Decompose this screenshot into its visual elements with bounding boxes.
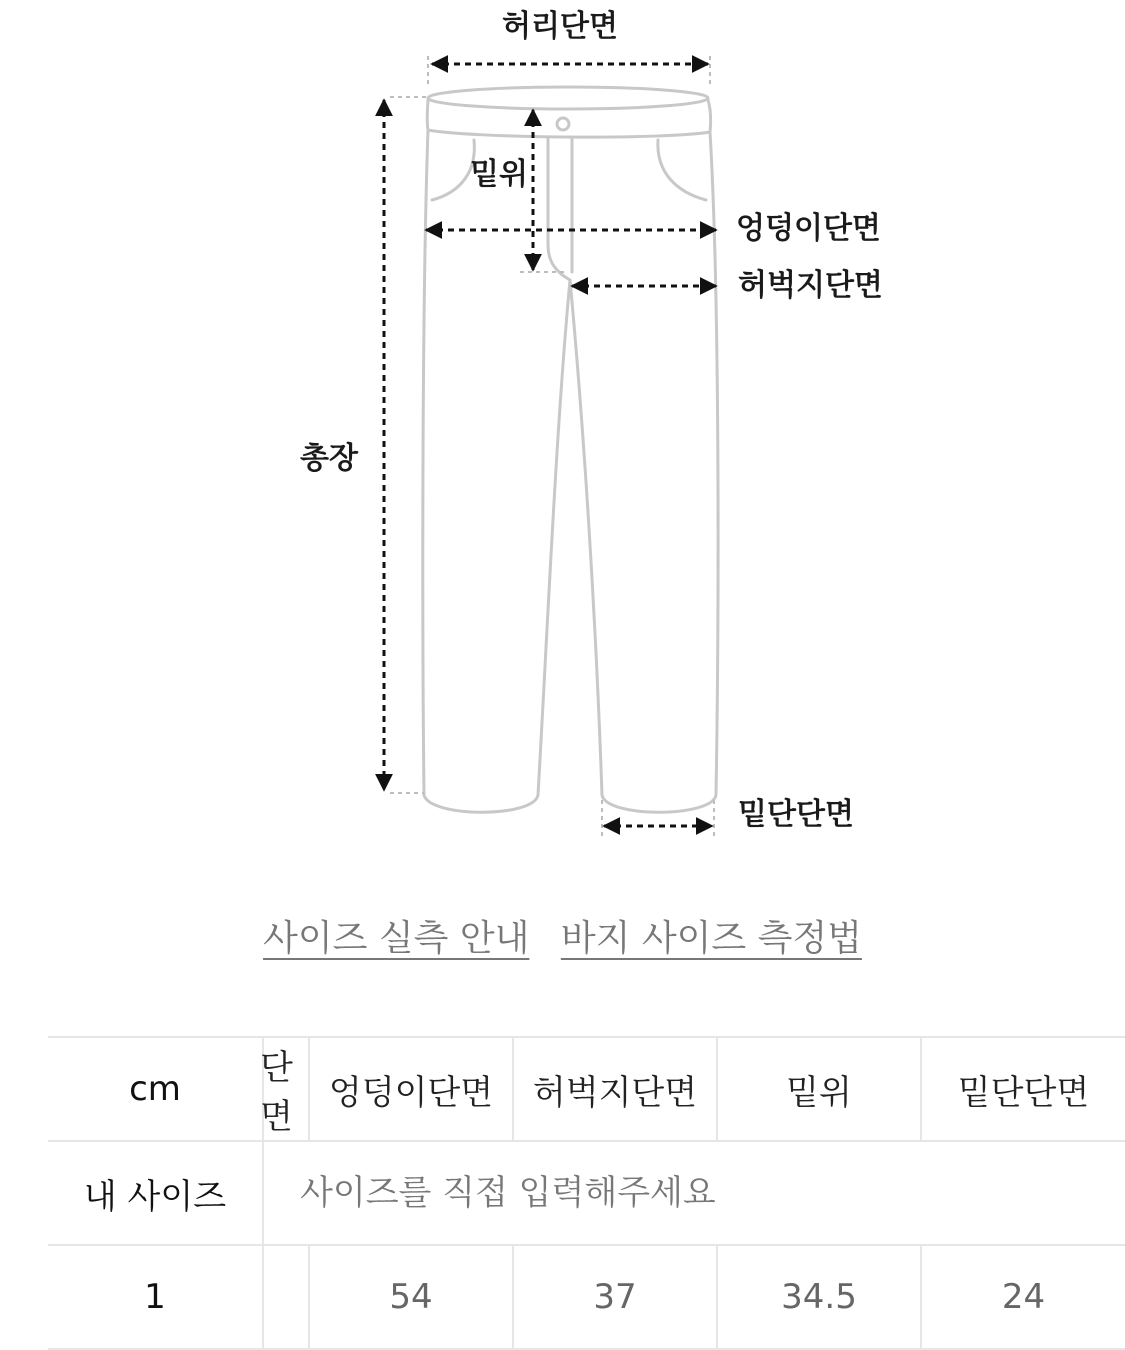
label-hip: 엉덩이단면 [736,211,881,246]
label-rise: 밑위 [470,157,528,192]
header-hip: 엉덩이단면 [308,1038,512,1140]
header-rise: 밑위 [716,1038,920,1140]
value-hem: 24 [920,1246,1125,1348]
measure-method-link[interactable]: 바지 사이즈 측정법 [560,918,862,959]
clipped-header-cell [260,1038,308,1140]
size-label: 1 [48,1246,264,1348]
pants-shape [423,87,718,812]
unit-header: cm [48,1038,264,1140]
value-thigh: 37 [512,1246,716,1348]
header-thigh: 허벅지단면 [512,1038,716,1140]
table-row [48,1246,1125,1350]
label-waist: 허리단면 [502,9,618,44]
value-hip: 54 [308,1246,512,1348]
label-length: 총장 [300,441,358,476]
my-size-input[interactable] [266,1142,1125,1244]
label-thigh: 허벅지단면 [738,268,883,303]
label-hem: 밑단단면 [738,797,854,832]
clipped-header-text: 단면 [260,1048,293,1137]
header-hem: 밑단단면 [920,1038,1125,1140]
value-rise: 34.5 [716,1246,920,1348]
size-links [0,910,1125,961]
my-size-row [48,1142,1125,1246]
clipped-value-cell [266,1246,308,1348]
table-header-row [48,1036,1125,1142]
my-size-label: 내 사이즈 [48,1142,264,1244]
size-guide-link[interactable]: 사이즈 실측 안내 [263,918,530,959]
size-table [48,1036,1125,1350]
